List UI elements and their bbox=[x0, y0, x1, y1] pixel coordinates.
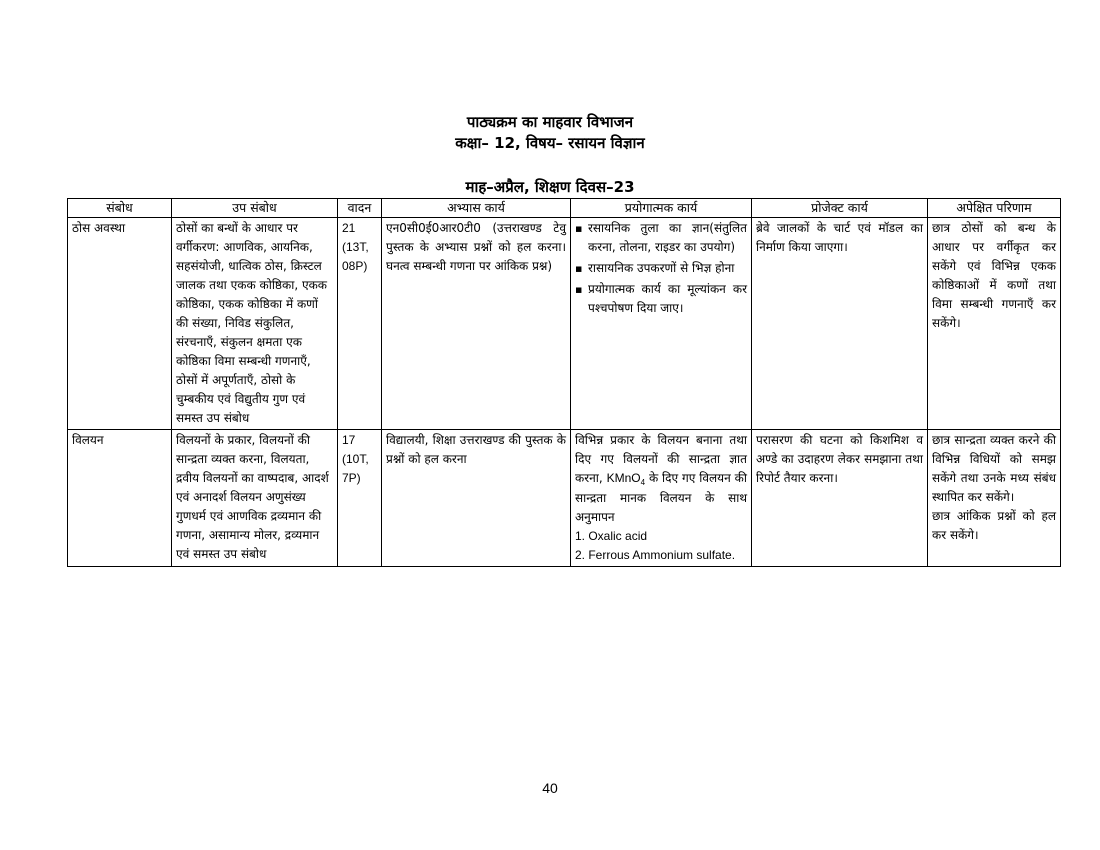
practical-rest: के दिए गए विलयन की सान्द्रता मानक विलयन के साथ अनुमापन bbox=[575, 471, 747, 524]
topic-cell: ठोस अवस्था bbox=[68, 218, 172, 430]
formula-subscript: 4 bbox=[640, 478, 646, 487]
list-item: ▪ प्रयोगात्मक कार्य का मूल्यांकन कर पश्चपोषण दिया जाए। bbox=[588, 280, 747, 318]
periods-cell: 17 (10T, 7P) bbox=[338, 430, 382, 567]
list-item: 1. Oxalic acid bbox=[575, 529, 648, 543]
periods-cell: 21 (13T, 08P) bbox=[338, 218, 382, 430]
table-row bbox=[68, 430, 1061, 567]
list-item: ▪ रासायनिक उपकरणों से भिज्ञ होना bbox=[588, 259, 747, 278]
column-header: अपेक्षित परिणाम bbox=[928, 199, 1061, 218]
page-number: 40 bbox=[542, 780, 558, 796]
outcome-line: छात्र सान्द्रता व्यक्त करने की विभिन्न विधियों को समझ सकेंगे तथा उनके मध्य संबंध स्थापित कर सकेंगे। bbox=[932, 433, 1056, 504]
outcome-cell bbox=[928, 430, 1061, 567]
subtopic-cell: ठोसों का बन्धों के आधार पर वर्गीकरण: आणविक, आयनिक, सहसंयोजी, धात्विक ठोस, क्रिस्टल जालक तथा एकक कोष्ठिका, एकक कोष्ठिका, एकक कोष्ठिका में कणों की संख्या, निविड संकुलित, संरचनाएँ, संकुलन क्षमता एक कोष्ठिका विमा सम्बन्धी गणनाएँ, ठोसों में अपूर्णताएँ, ठोसो के चुम्बकीय एवं विद्युतीय गुण एवं समस्त उप संबोध bbox=[172, 218, 338, 430]
practical-intro: विभिन्न प्रकार के विलयन बनाना तथा दिए गए विलयनों की सान्द्रता ज्ञात करना, bbox=[575, 433, 747, 485]
exercise-cell: एन0सी0ई0आर0टी0 (उत्तराखण्ड टेवु पुस्तक के अभ्यास प्रश्नों को हल करना। घनत्व सम्बन्धी गणना पर आंकिक प्रश्न) bbox=[382, 218, 571, 430]
table-header-row bbox=[68, 199, 1061, 218]
month-teaching-days-line: माह–अप्रैल, शिक्षण दिवस–23 bbox=[465, 178, 635, 196]
chemical-formula bbox=[607, 471, 645, 485]
subtopic-cell: विलयनों के प्रकार, विलयनों की सान्द्रता व्यक्त करना, विलयता, द्रवीय विलयनों का वाष्पदाब, आदर्श एवं अनादर्श विलयन अणुसंख्य गुणधर्म एवं आणविक द्रव्यमान की गणना, असामान्य मोलर, द्रव्यमान एवं समस्त उप संबोध bbox=[172, 430, 338, 567]
column-header: संबोध bbox=[68, 199, 172, 218]
column-header: वादन bbox=[338, 199, 382, 218]
list-item: ▪ रसायनिक तुला का ज्ञान(संतुलित करना, तोलना, राइडर का उपयोग) bbox=[588, 219, 747, 257]
practical-cell bbox=[571, 218, 752, 430]
column-header: उप संबोध bbox=[172, 199, 338, 218]
column-header: प्रोजेक्ट कार्य bbox=[752, 199, 928, 218]
project-cell: परासरण की घटना को किशमिश व अण्डे का उदाहरण लेकर समझाना तथा रिपोर्ट तैयार करना। bbox=[752, 430, 928, 567]
practical-list bbox=[575, 219, 747, 318]
outcome-line: छात्र आंकिक प्रश्नों को हल कर सकेंगे। bbox=[932, 509, 1056, 542]
column-header: अभ्यास कार्य bbox=[382, 199, 571, 218]
table-row bbox=[68, 218, 1061, 430]
page-title: पाठ्यक्रम का माहवार विभाजन bbox=[466, 113, 634, 131]
formula-main: KMnO bbox=[606, 471, 641, 485]
class-subject-line: कक्षा– 12, विषय– रसायन विज्ञान bbox=[455, 134, 645, 152]
project-cell: ब्रेवे जालकों के चार्ट एवं मॉडल का निर्माण किया जाएगा। bbox=[752, 218, 928, 430]
list-item: 2. Ferrous Ammonium sulfate. bbox=[575, 548, 736, 562]
outcome-cell: छात्र ठोसों को बन्ध के आधार पर वर्गीकृत कर सकेंगे एवं विभिन्न एकक कोष्ठिकाओं में कणों तथा विमा सम्बन्धी गणनाएँ कर सकेंगे। bbox=[928, 218, 1061, 430]
column-header: प्रयोगात्मक कार्य bbox=[571, 199, 752, 218]
syllabus-table bbox=[67, 198, 1061, 567]
topic-cell: विलयन bbox=[68, 430, 172, 567]
exercise-cell: विद्यालयी, शिक्षा उत्तराखण्ड की पुस्तक के प्रश्नों को हल करना bbox=[382, 430, 571, 567]
practical-cell bbox=[571, 430, 752, 567]
